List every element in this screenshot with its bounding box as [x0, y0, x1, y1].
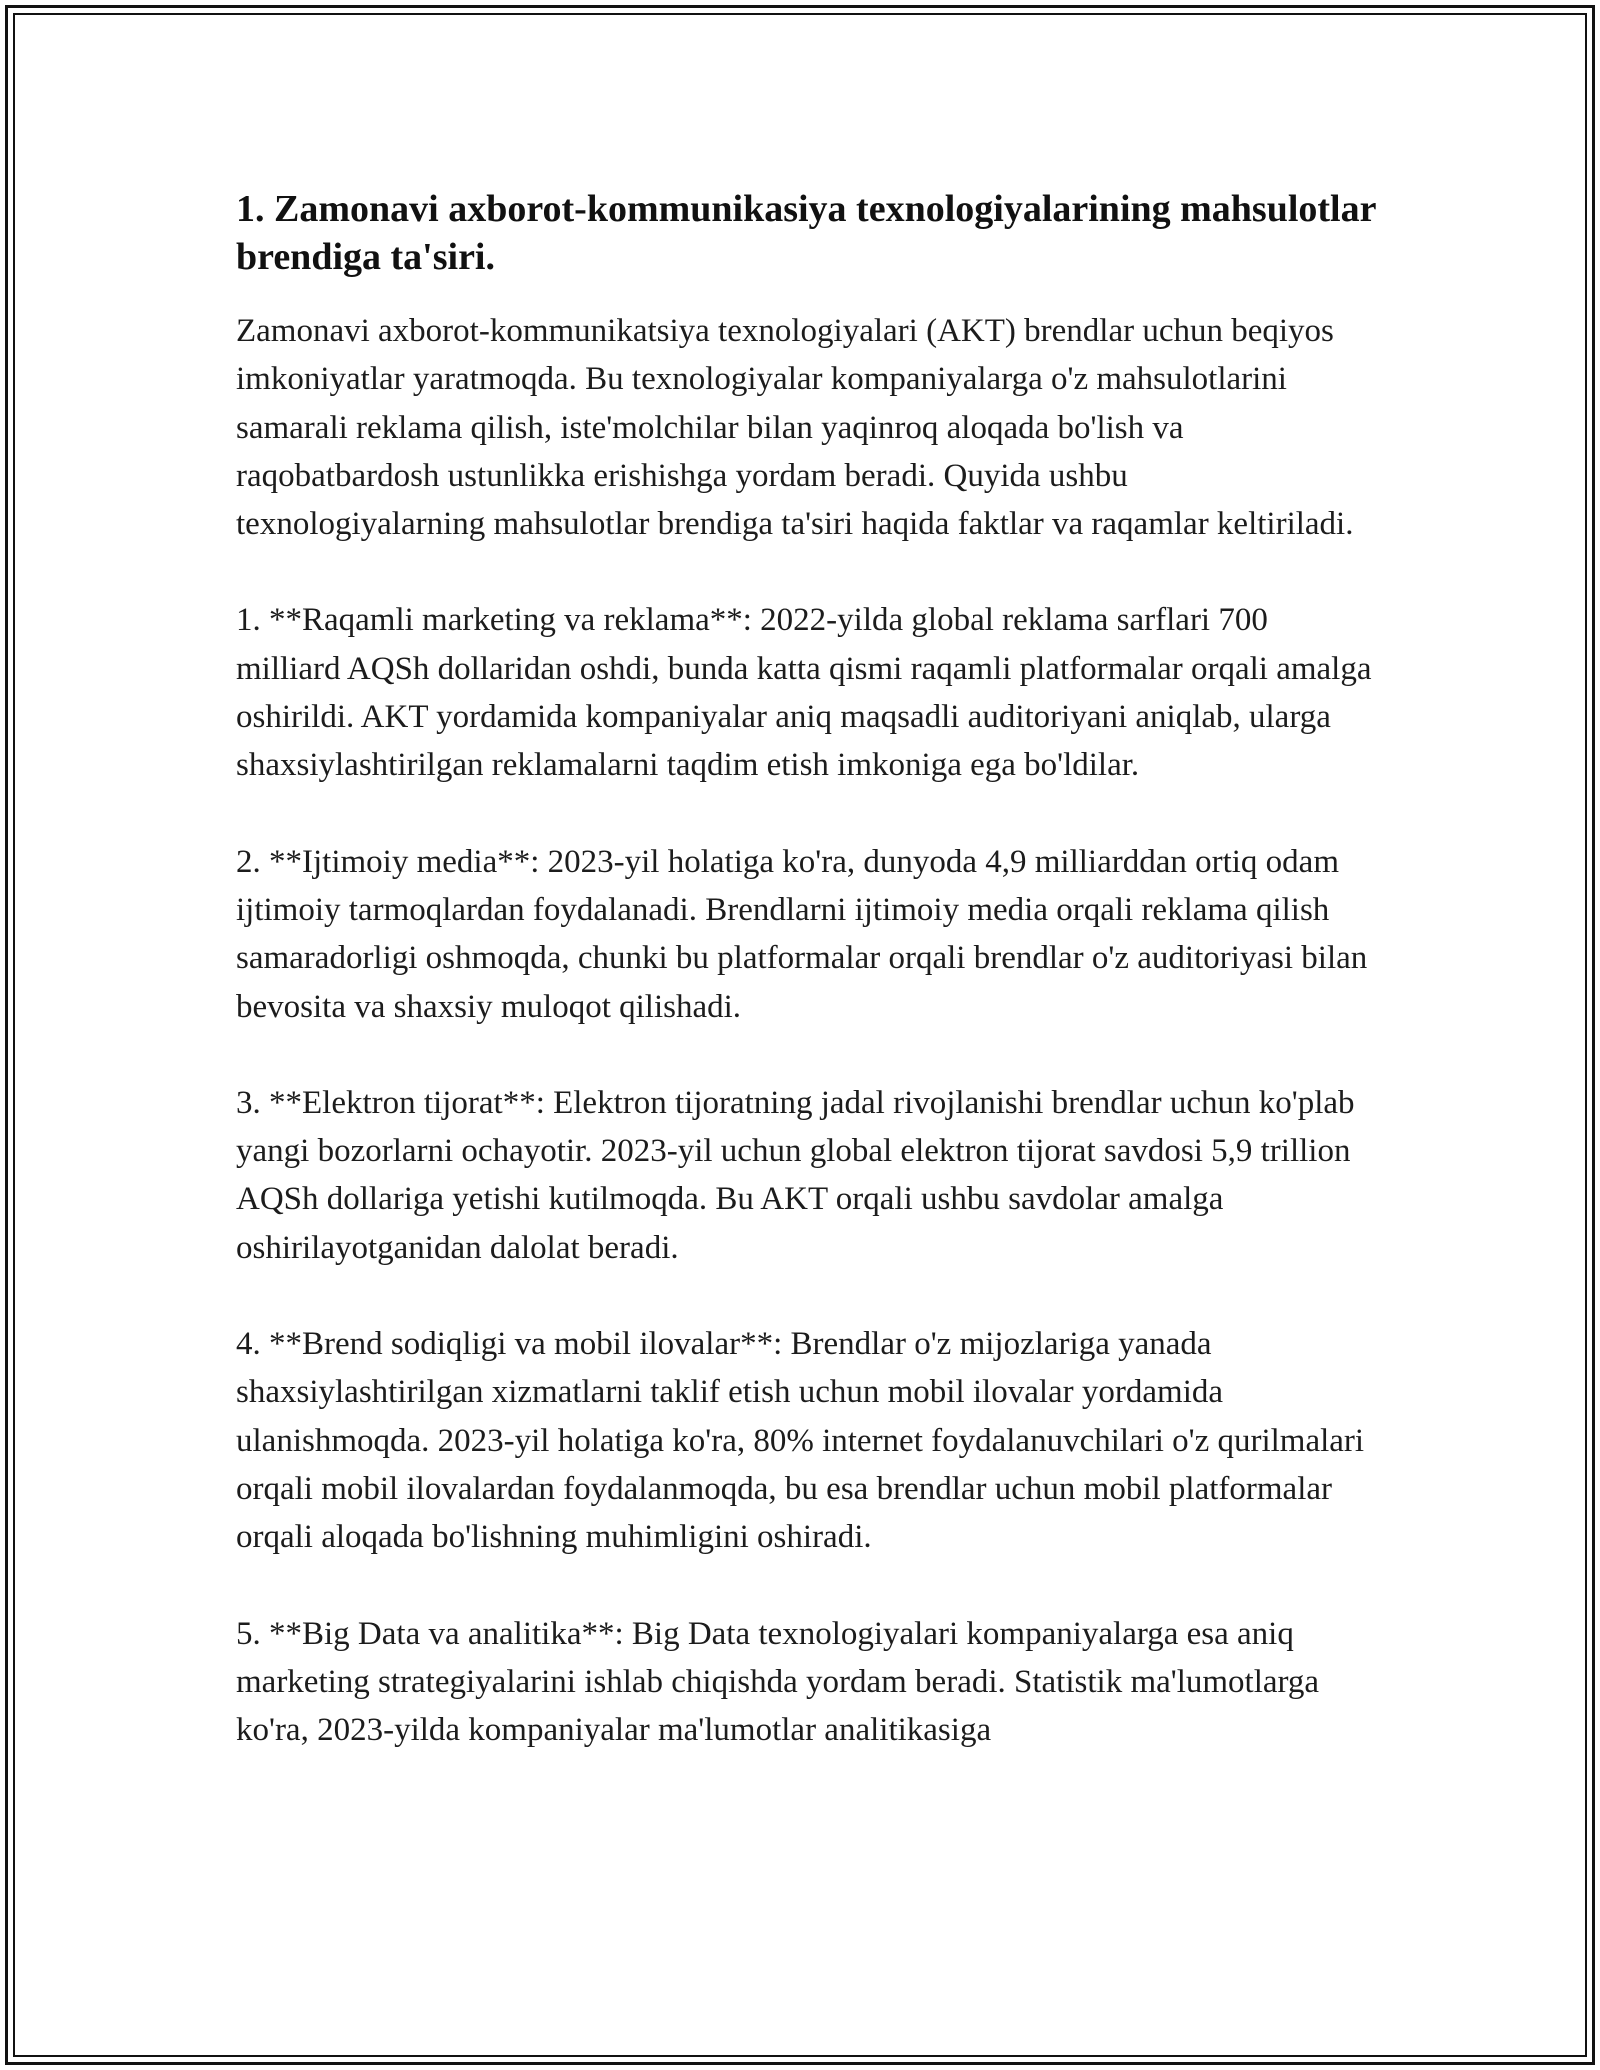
- point-brand-loyalty-mobile-apps: 4. **Brend sodiqligi va mobil ilovalar**: Brendlar o'z mijozlariga yanada shaxsiylashtirilgan xizmatlarni taklif etish uchun mobil ilovalar yordamida ulanishmoqda. 2023-yil holatiga ko'ra, 80% internet foydalanuvchilari o'z qurilmalari orqali mobil ilovalardan foydalanmoqda, bu esa brendlar uchun mobil platformalar orqali aloqada bo'lishning muhimligini oshiradi.: [236, 1326, 1365, 1556]
- point-e-commerce: 3. **Elektron tijorat**: Elektron tijoratning jadal rivojlanishi brendlar uchun ko'plab yangi bozorlarni ochayotir. 2023-yil uchun global elektron tijorat savdosi 5,9 trillion AQSh dollariga yetishi kutilmoqda. Bu AKT orqali ushbu savdolar amalga oshirilayotganidan dalolat beradi.: [236, 1084, 1355, 1266]
- point-social-media: 2. **Ijtimoiy media**: 2023-yil holatiga ko'ra, dunyoda 4,9 milliarddan ortiq odam ijtimoiy tarmoqlardan foydalanadi. Brendlarni ijtimoiy media orqali reklama qilish samaradorligi oshmoqda, chunki bu platformalar orqali brendlar o'z auditoriyasi bilan bevosita va shaxsiy muloqot qilishadi.: [236, 843, 1368, 1025]
- intro-paragraph: Zamonavi axborot-kommunikatsiya texnologiyalari (AKT) brendlar uchun beqiyos imkoniyatlar yaratmoqda. Bu texnologiyalar kompaniyalarga o'z mahsulotlarini samarali reklama qilish, iste'molchilar bilan yaqinroq aloqada bo'lish va raqobatbardosh ustunlikka erishishga yordam beradi. Quyida ushbu texnologiyalarning mahsulotlar brendiga ta'siri haqida faktlar va raqamlar keltiriladi.: [236, 313, 1354, 543]
- document-body: [236, 185, 1376, 1802]
- document-title: 1. Zamonavi axborot-kommunikasiya texnologiyalarining mahsulotlar brendiga ta'siri.: [236, 188, 1376, 278]
- point-digital-marketing: 1. **Raqamli marketing va reklama**: 2022-yilda global reklama sarflari 700 milliard AQSh dollaridan oshdi, bunda katta qismi raqamli platformalar orqali amalga oshirildi. AKT yordamida kompaniyalar aniq maqsadli auditoriyani aniqlab, ularga shaxsiylashtirilgan reklamalarni taqdim etish imkoniga ega bo'ldilar.: [236, 602, 1372, 784]
- point-big-data-analytics: 5. **Big Data va analitika**: Big Data texnologiyalari kompaniyalarga esa aniq marketing strategiyalarini ishlab chiqishda yordam beradi. Statistik ma'lumotlarga ko'ra, 2023-yilda kompaniyalar ma'lumotlar analitikasiga: [236, 1615, 1320, 1749]
